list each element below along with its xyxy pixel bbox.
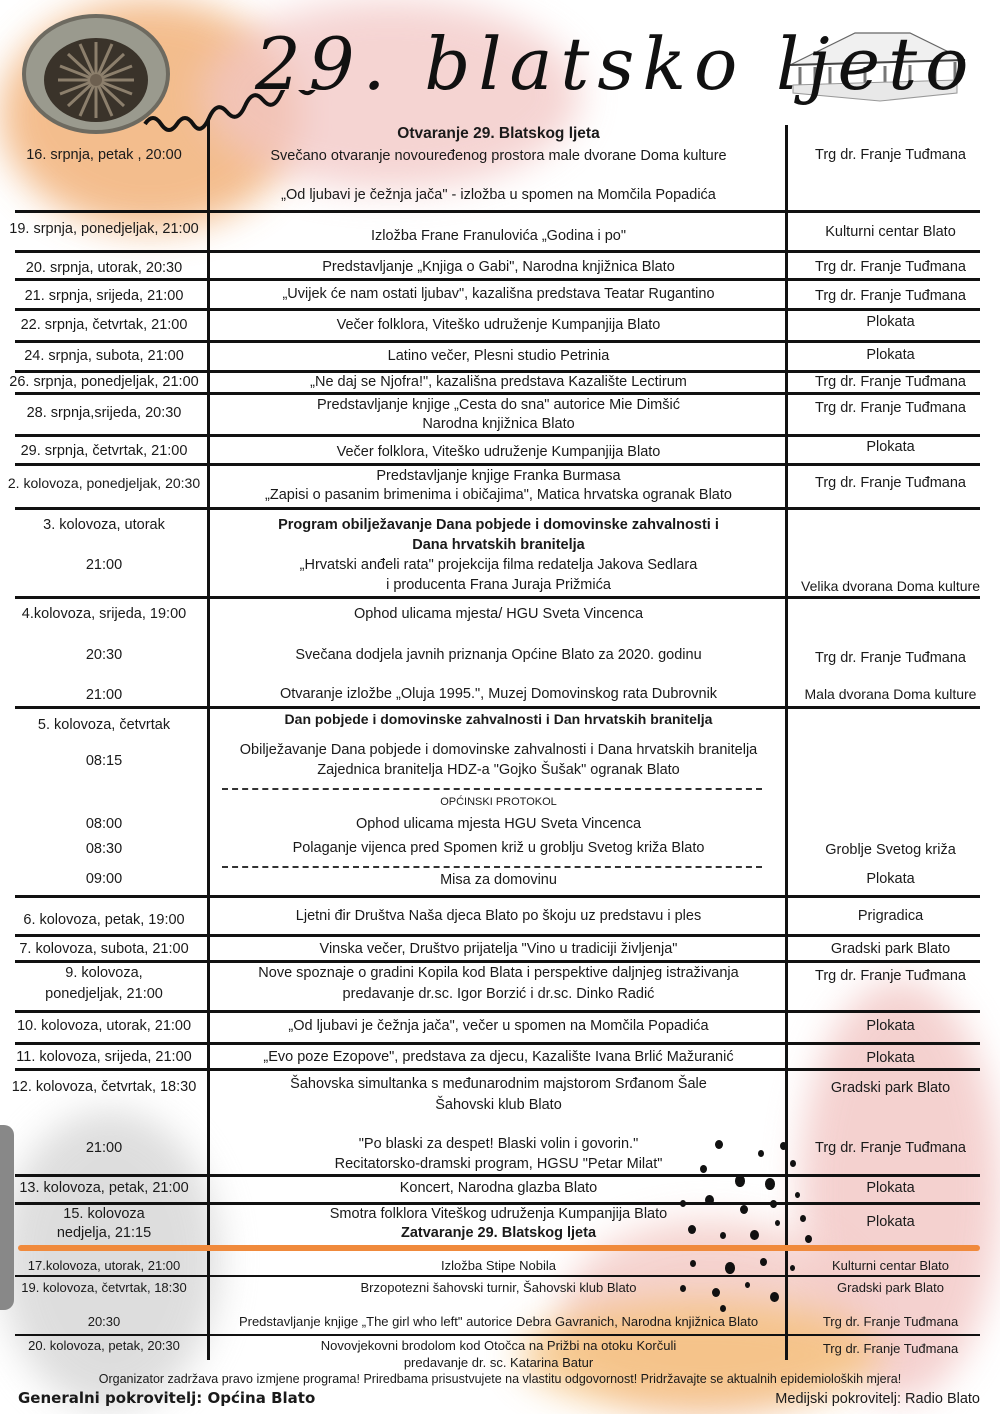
event-time: 09:00 [85,871,123,887]
event-description: Brzopotezni šahovski turnir, Šahovski klub Blato [360,1280,637,1295]
event-description: Ljetni đir Društva Naša djeca Blato po škoju uz predstavu i ples [295,908,702,924]
decorative-dot [725,1262,735,1274]
dashed-separator [222,788,762,790]
general-sponsor: Generalni pokrovitelj: Općina Blato [18,1389,316,1407]
footer-notice: Organizator zadržava pravo izmjene programa! Priredbama prisustvujete na vlastitu odgovornost! Pridržavajte se aktualnih epidemioloških mjera! [98,1372,902,1386]
row-divider [15,934,980,937]
event-description: Šahovska simultanka s međunarodnim majstorom Srđanom Šale [290,1076,707,1092]
event-location: Trg dr. Franje Tuđmana [815,1140,966,1156]
event-date: 5. kolovoza, četvrtak [37,717,171,733]
event-location: Kulturni centar Blato [825,224,956,240]
event-description: Recitatorsko-dramski program, HGSU "Petar Milat" [334,1156,663,1172]
row-divider [15,1334,980,1336]
row-divider [15,340,980,343]
event-location: Gradski park Blato [830,1080,951,1096]
row-divider [15,250,980,253]
event-date: ponedjeljak, 21:00 [45,986,163,1002]
event-location: Mala dvorana Doma kulture [804,686,977,702]
event-description: „Uvijek će nam ostati ljubav", kazališna predstava Teatar Rugantino [282,286,715,302]
event-location: Trg dr. Franje Tuđmana [815,400,966,416]
event-location: Plokata [866,347,915,363]
event-time: 21:00 [85,687,123,703]
event-description: Zajednica branitelja HDZ-a "Gojko Šušak" ogranak Blato [317,762,680,778]
event-location: Trg dr. Franje Tuđmana [815,374,966,390]
event-location: Trg dr. Franje Tuđmana [815,259,966,275]
event-description: Otvaranje izložbe „Oluja 1995.", Muzej Domovinskog rata Dubrovnik [279,686,718,702]
event-date: 15. kolovoza [63,1206,145,1222]
event-title: Dana hrvatskih branitelja [412,537,585,553]
decorative-dot [700,1165,707,1173]
event-description: „Zapisi o pasanim brimenima i običajima", Matica hrvatska ogranak Blato [265,487,732,503]
dashed-separator [222,866,762,868]
decorative-dot [760,1258,767,1266]
event-description: Smotra folklora Viteškog udruženja Kumpanjija Blato [329,1206,668,1222]
event-location: Kulturni centar Blato [831,1258,950,1273]
event-description: Šahovski klub Blato [435,1097,562,1113]
event-title: Zatvaranje 29. Blatskog ljeta [400,1225,597,1241]
row-divider [15,1174,980,1177]
decorative-dot [780,1142,787,1150]
event-description: Nove spoznaje o gradini Kopila kod Blata i perspektive daljnjeg istraživanja [258,965,739,981]
event-location: Trg dr. Franje Tuđmana [815,968,966,984]
row-divider [15,1275,980,1277]
event-location: Trg dr. Franje Tuđmana [815,650,966,666]
event-description: Predstavljanje knjige „Cesta do sna" autorice Mie Dimšić [317,397,680,413]
row-divider [15,1042,980,1045]
row-divider [15,1068,980,1071]
decorative-dot [745,1282,750,1288]
event-description: „Evo poze Ezopove", predstava za djecu, Kazalište Ivana Brlić Mažuranić [263,1049,734,1065]
event-location: Trg dr. Franje Tuđmana [815,288,966,304]
event-description: Vinska večer, Društvo prijatelja "Vino u tradiciji življenja" [319,941,678,957]
event-description: predavanje dr. sc. Katarina Batur [403,1355,594,1370]
decorative-dot [765,1178,775,1190]
event-date: 19. srpnja, ponedjeljak, 21:00 [9,221,199,237]
event-date: 12. kolovoza, četvrtak, 18:30 [11,1079,197,1095]
row-divider [15,596,980,599]
event-date: 7. kolovoza, subota, 21:00 [19,941,189,957]
event-date: 9. kolovoza, [65,965,143,981]
section-label: OPĆINSKI PROTOKOL [440,796,557,808]
event-description: „Ne daj se Njofra!", kazališna predstava Kazalište Lectirum [310,374,687,390]
decorative-dot [805,1235,812,1243]
decorative-dot [720,1305,726,1312]
event-title: Otvaranje 29. Blatskog ljeta [397,125,600,142]
event-date: 11. kolovoza, srijeda, 21:00 [16,1049,192,1065]
closing-highlight-line [18,1245,980,1251]
decorative-dot [680,1285,686,1292]
decorative-dot [790,1160,796,1167]
event-date: nedjelja, 21:15 [56,1225,152,1241]
event-time: 20:30 [85,647,123,663]
event-date: 17.kolovoza, utorak, 21:00 [27,1258,181,1273]
event-time: 08:30 [85,841,123,857]
event-location: Groblje Svetog križa [825,842,956,858]
event-location: Trg dr. Franje Tuđmana [822,1341,959,1356]
event-description: Svečana dodjela javnih priznanja Općine Blato za 2020. godinu [295,647,702,663]
event-description: Izložba Stipe Nobila [441,1258,556,1273]
event-location: Trg dr. Franje Tuđmana [815,147,966,163]
event-date: 13. kolovoza, petak, 21:00 [19,1180,189,1196]
event-location: Plokata [866,871,915,887]
row-divider [15,1010,980,1013]
event-description: Narodna knjižnica Blato [422,416,575,432]
event-description: "Po blaski za despet! Blaski volin i govorin." [358,1136,639,1152]
event-description: Večer folklora, Viteško udruženje Kumpanjija Blato [336,444,661,460]
decorative-dot [800,1215,806,1222]
event-time: 08:00 [85,816,123,832]
event-location: Trg dr. Franje Tuđmana [822,1314,959,1329]
row-divider [15,308,980,311]
event-description: Misa za domovinu [440,872,557,888]
event-date: 3. kolovoza, utorak [43,517,165,533]
decorative-dot [680,1200,686,1207]
event-description: Predstavljanje knjige „The girl who left" autorice Debra Gavranich, Narodna knjižnica Blato [238,1314,759,1329]
event-location: Prigradica [857,908,924,924]
event-time: 21:00 [85,557,123,573]
event-description: Polaganje vijenca pred Spomen križ u groblju Svetog križa Blato [292,840,705,856]
decorative-dot [770,1200,777,1208]
event-location: Velika dvorana Doma kulture [801,578,980,594]
event-description: Svečano otvaranje novouređenog prostora male dvorane Doma kulture [270,148,727,164]
decorative-dot [758,1150,764,1157]
event-title: Dan pobjede i domovinske zahvalnosti i Dan hrvatskih branitelja [284,711,713,727]
row-divider [15,895,980,898]
event-description: „Hrvatski anđeli rata" projekcija filma redatelja Jakova Sedlara [299,557,698,573]
event-time: 20:30 [87,1314,121,1329]
decorative-dot [770,1292,779,1302]
event-location: Plokata [866,1050,915,1066]
media-sponsor: Medijski pokrovitelj: Radio Blato [775,1391,980,1407]
event-date: 2. kolovoza, ponedjeljak, 20:30 [7,475,201,491]
event-location: Plokata [866,1180,915,1196]
event-time: 21:00 [85,1140,123,1156]
event-location: Gradski park Blato [830,941,951,957]
event-description: Ophod ulicama mjesta/ HGU Sveta Vincenca [353,606,644,622]
event-description: Novovjekovni brodolom kod Otočca na Prižbi na otoku Korčuli [320,1338,677,1353]
row-divider [15,507,980,510]
event-description: Predstavljanje knjige Franka Burmasa [376,468,621,484]
event-location: Plokata [866,1018,915,1034]
row-divider [15,278,980,281]
decorative-dot [795,1192,800,1198]
event-date: 16. srpnja, petak , 20:00 [26,147,182,163]
event-date: 6. kolovoza, petak, 19:00 [23,912,185,928]
event-description: „Od ljubavi je čežnja jača" - izložba u spomen na Momčila Popadića [281,187,716,203]
poster-title: 29. blatsko ljeto [255,22,977,106]
event-date: 10. kolovoza, utorak, 21:00 [16,1018,192,1034]
decorative-dot [720,1232,726,1239]
event-date: 29. srpnja, četvrtak, 21:00 [20,443,188,459]
event-date: 21. srpnja, srijeda, 21:00 [24,288,184,304]
decorative-dot [735,1175,745,1187]
event-description: Izložba Frane Franulovića „Godina i po" [371,228,626,244]
event-date: 26. srpnja, ponedjeljak, 21:00 [9,374,199,390]
event-date: 24. srpnja, subota, 21:00 [24,348,184,364]
event-title: Program obilježavanje Dana pobjede i domovinske zahvalnosti i [278,517,719,533]
event-description: „Od ljubavi je čežnja jača", večer u spomen na Momčila Popadića [288,1018,709,1034]
event-location: Gradski park Blato [837,1280,944,1295]
event-description: predavanje dr.sc. Igor Borzić i dr.sc. Dinko Radić [342,986,655,1002]
decorative-dot [690,1260,696,1267]
event-description: Predstavljanje „Knjiga o Gabi", Narodna knjižnica Blato [322,259,675,275]
event-location: Plokata [866,439,915,455]
event-location: Plokata [866,1214,915,1230]
event-date: 22. srpnja, četvrtak, 21:00 [20,317,188,333]
event-date: 20. srpnja, utorak, 20:30 [25,260,183,276]
event-location: Plokata [866,314,915,330]
event-description: Latino večer, Plesni studio Petrinia [387,348,610,364]
event-description: i producenta Frana Juraja Prižmića [386,577,611,593]
event-date: 4.kolovoza, srijeda, 19:00 [21,606,187,622]
event-time: 08:15 [85,753,123,769]
event-date: 28. srpnja,srijeda, 20:30 [26,405,182,421]
event-description: Obilježavanje Dana pobjede i domovinske zahvalnosti i Dana hrvatskih branitelja [239,742,758,758]
event-description: Koncert, Narodna glazba Blato [399,1180,598,1196]
event-location: Trg dr. Franje Tuđmana [815,475,966,491]
event-date: 19. kolovoza, četvrtak, 18:30 [21,1280,187,1295]
decorative-dot [790,1265,795,1271]
event-date: 20. kolovoza, petak, 20:30 [28,1338,180,1353]
decorative-dot [775,1220,780,1226]
event-description: Večer folklora, Viteško udruženje Kumpanjija Blato [336,317,661,333]
row-divider [15,210,980,213]
event-description: Ophod ulicama mjesta HGU Sveta Vincenca [355,816,642,832]
